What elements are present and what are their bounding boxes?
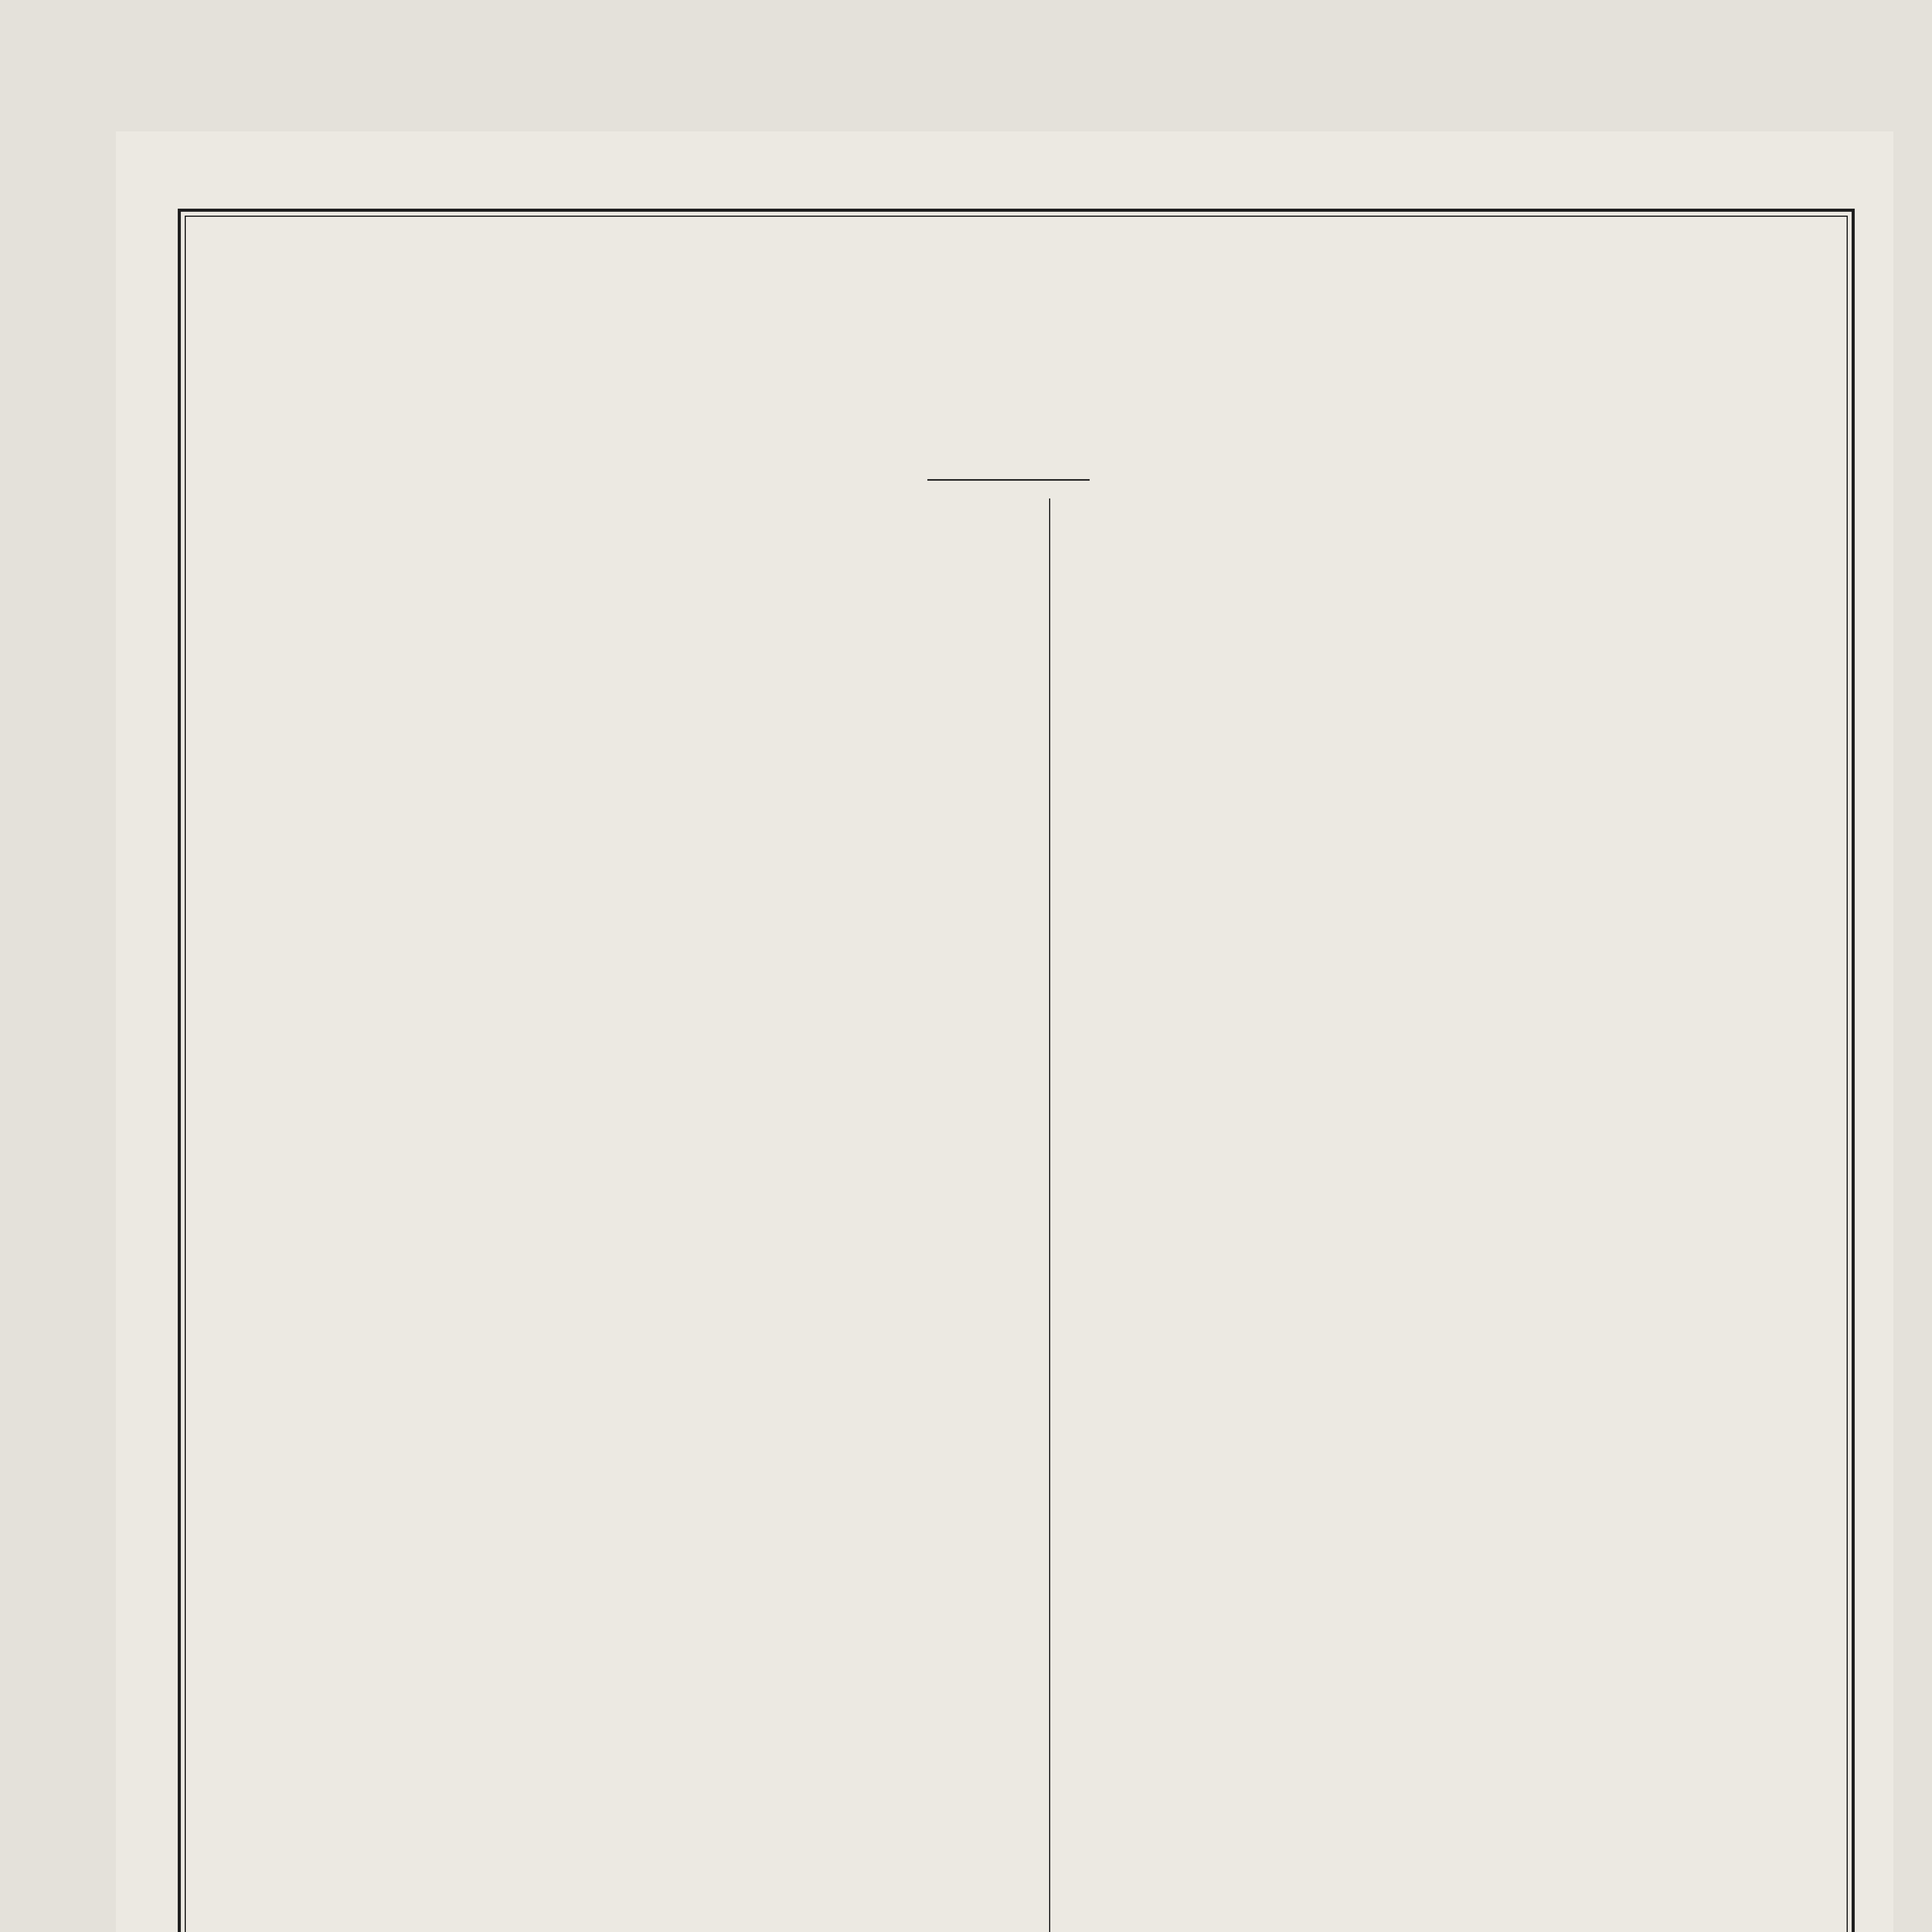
inner-frame (185, 216, 1848, 1932)
column-divider (1049, 498, 1050, 1932)
title-rule (927, 479, 1090, 481)
running-header (216, 151, 1838, 185)
